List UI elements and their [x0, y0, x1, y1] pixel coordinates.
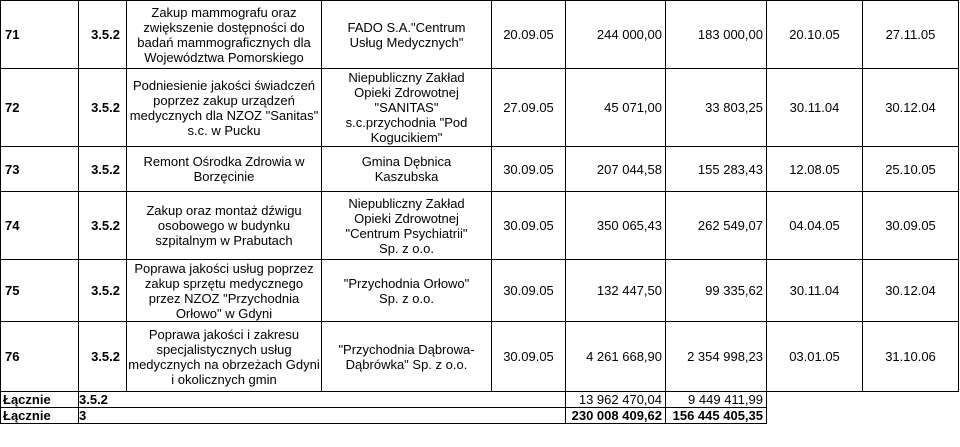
beneficiary-name-line: FADO S.A."Centrum [347, 19, 466, 35]
beneficiary-name-line: "Przychodnia Orłowo" [343, 275, 470, 291]
row-number: 73 [1, 147, 79, 192]
project-title-line: Borzęcinie [193, 169, 255, 184]
beneficiary-name-line: "Przychodnia Dąbrowa- [338, 341, 475, 357]
measure-code: 3.5.2 [79, 147, 127, 192]
beneficiary-name-line: Kogucikiem" [370, 130, 443, 145]
row-number: 74 [1, 192, 79, 260]
project-title-line: badań mammograficznych dla [137, 34, 311, 50]
project-title-line: Zakup oraz montaż dźwigu [146, 203, 302, 218]
project-title-line: i okolicznych gmin [171, 371, 277, 387]
beneficiary-name [322, 147, 492, 192]
table-row [1, 147, 959, 192]
value-eu: 262 549,07 [666, 192, 767, 260]
value-eu: 183 000,00 [666, 1, 767, 69]
value-eu: 99 335,62 [666, 260, 767, 322]
beneficiary-name-line: Sp. z o.o. [379, 240, 434, 256]
value-eu: 155 283,43 [666, 147, 767, 192]
project-title [127, 147, 322, 192]
table-row [1, 69, 959, 147]
beneficiary-name [322, 322, 492, 392]
project-title [127, 1, 322, 69]
project-title-line: Poprawa jakości i zakresu [148, 326, 300, 342]
beneficiary-name-line: Opieki Zdrowotnej [354, 210, 459, 226]
date-signed: 20.09.05 [492, 1, 566, 69]
beneficiary-name-line: Niepubliczny Zakład [348, 195, 465, 211]
project-title-line: Podniesienie jakości świadczeń [132, 77, 316, 93]
project-title-line: przez NZOZ "Przychodnia [148, 290, 300, 306]
totals-value-total: 230 008 409,62 [566, 408, 666, 424]
row-number: 71 [1, 1, 79, 69]
date-signed: 30.09.05 [492, 147, 566, 192]
beneficiary-name-line: Dąbrówka" Sp. z o.o. [345, 356, 468, 372]
date-end: 30.09.05 [863, 192, 959, 260]
project-title [127, 192, 322, 260]
value-total: 350 065,43 [566, 192, 666, 260]
date-signed: 30.09.05 [492, 192, 566, 260]
beneficiary-name-line: Niepubliczny Zakład [348, 70, 465, 85]
project-title-line: osobowego w budynku [157, 218, 291, 233]
totals-code: 3.5.2 [79, 392, 127, 408]
date-start: 12.08.05 [767, 147, 863, 192]
beneficiary-name-line: s.c.przychodnia "Pod [345, 115, 468, 130]
date-start: 04.04.05 [767, 192, 863, 260]
beneficiary-name [322, 1, 492, 69]
totals-label: Łącznie [1, 392, 79, 408]
measure-code: 3.5.2 [79, 69, 127, 147]
row-number: 75 [1, 260, 79, 322]
date-signed: 27.09.05 [492, 69, 566, 147]
project-title-line: medycznych na obrzeżach Gdyni [128, 356, 320, 372]
totals-value-eu: 9 449 411,99 [666, 392, 767, 408]
date-end: 27.11.05 [863, 1, 959, 69]
project-title-line: zakup sprzętu medycznego [144, 275, 304, 291]
measure-code: 3.5.2 [79, 260, 127, 322]
beneficiary-name-line: Sp. z o.o. [379, 290, 434, 306]
beneficiary-name-line: Gmina Dębnica [361, 154, 452, 169]
project-title-line: zwiększenie dostępności do [143, 19, 305, 35]
beneficiary-name [322, 69, 492, 147]
beneficiary-name [322, 260, 492, 322]
value-eu: 33 803,25 [666, 69, 767, 147]
totals-row [1, 392, 959, 408]
project-title-line: Zakup mammografu oraz [151, 4, 297, 20]
table-row [1, 322, 959, 392]
totals-row [1, 408, 959, 424]
project-title-line: Województwa Pomorskiego [144, 49, 304, 65]
table-row [1, 260, 959, 322]
totals-code: 3 [79, 408, 127, 424]
value-total: 244 000,00 [566, 1, 666, 69]
measure-code: 3.5.2 [79, 322, 127, 392]
date-start: 20.10.05 [767, 1, 863, 69]
date-signed: 30.09.05 [492, 260, 566, 322]
project-title-line: Poprawa jakości usług poprzez [134, 260, 314, 276]
row-number: 72 [1, 69, 79, 147]
date-end: 30.12.04 [863, 260, 959, 322]
beneficiary-name-line: Usług Medycznych" [349, 34, 464, 50]
value-total: 45 071,00 [566, 69, 666, 147]
project-title-line: szpitalnym w Prabutach [155, 233, 293, 248]
project-title-line: Remont Ośrodka Zdrowia w [143, 154, 305, 169]
beneficiary-name [322, 192, 492, 260]
totals-value-total: 13 962 470,04 [566, 392, 666, 408]
beneficiary-name-line: "SANITAS" [374, 100, 439, 115]
date-end: 31.10.06 [863, 322, 959, 392]
beneficiary-name-line: "Centrum Psychiatrii" [345, 225, 468, 241]
project-title-line: poprzez zakup urządzeń [153, 92, 295, 108]
value-eu: 2 354 998,23 [666, 322, 767, 392]
totals-value-eu: 156 445 405,35 [666, 408, 767, 424]
date-end: 25.10.05 [863, 147, 959, 192]
project-title [127, 260, 322, 322]
totals-spacer [127, 392, 566, 408]
date-start: 30.11.04 [767, 260, 863, 322]
value-total: 207 044,58 [566, 147, 666, 192]
totals-label: Łącznie [1, 408, 79, 424]
project-title-line: medycznych dla NZOZ "Sanitas" [129, 107, 319, 123]
project-title-line: Orłowo" w Gdyni [175, 305, 273, 321]
value-total: 4 261 668,90 [566, 322, 666, 392]
table-row [1, 1, 959, 69]
date-signed: 30.09.05 [492, 322, 566, 392]
date-start: 30.11.04 [767, 69, 863, 147]
measure-code: 3.5.2 [79, 192, 127, 260]
value-total: 132 447,50 [566, 260, 666, 322]
row-number: 76 [1, 322, 79, 392]
project-title [127, 69, 322, 147]
table-row [1, 192, 959, 260]
project-title-line: specjalistycznych usług [156, 341, 292, 357]
measure-code: 3.5.2 [79, 1, 127, 69]
beneficiary-name-line: Kaszubska [374, 169, 439, 184]
beneficiary-name-line: Opieki Zdrowotnej [354, 85, 459, 100]
date-start: 03.01.05 [767, 322, 863, 392]
totals-spacer [127, 408, 566, 424]
project-title-line: s.c. w Pucku [187, 122, 261, 138]
project-title [127, 322, 322, 392]
date-end: 30.12.04 [863, 69, 959, 147]
